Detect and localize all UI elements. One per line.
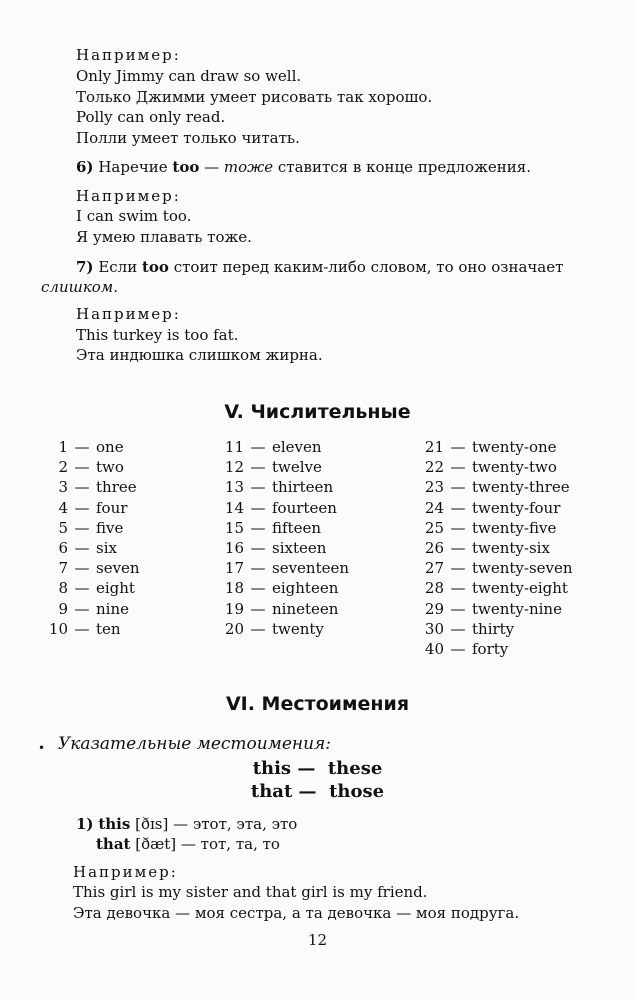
numeral-dash: — [450, 559, 466, 578]
numeral-row [210, 457, 349, 477]
item-number: 1) [76, 815, 94, 833]
bullet-icon: • [38, 741, 46, 755]
numeral-dash: — [74, 478, 90, 497]
rule-translation: тоже [223, 158, 274, 176]
numeral-digit: 29 [424, 599, 444, 618]
numeral-word: twenty-one [472, 438, 557, 456]
pronoun-definition: [ðæt] — тот, та, то [135, 835, 280, 853]
numeral-word: three [96, 478, 137, 497]
example-russian: Только Джимми умеет рисовать так хорошо. [76, 88, 433, 106]
numeral-digit: 18 [224, 579, 244, 598]
numeral-word: twenty-nine [472, 599, 562, 618]
numeral-row [40, 558, 140, 578]
numeral-dash: — [74, 458, 90, 477]
numeral-row [40, 477, 140, 497]
rule-text: стоит перед каким-либо словом, то оно означает [173, 258, 564, 276]
numeral-digit: 26 [424, 538, 444, 557]
numeral-dash: — [450, 478, 466, 497]
numeral-row [410, 639, 573, 659]
numerals-column-1 [40, 437, 140, 639]
numeral-dash: — [74, 579, 90, 598]
numeral-row [40, 538, 140, 558]
numeral-row [40, 498, 140, 518]
example-english: This turkey is too fat. [76, 326, 239, 344]
numeral-dash: — [450, 619, 466, 638]
numeral-dash: — [74, 518, 90, 537]
numeral-digit: 27 [424, 559, 444, 578]
numeral-digit: 9 [58, 599, 68, 618]
numeral-word: one [96, 438, 124, 456]
numeral-row [210, 477, 349, 497]
numeral-row [40, 599, 140, 619]
example-label: Например: [73, 863, 178, 881]
numeral-digit: 30 [424, 619, 444, 638]
numeral-row [410, 498, 573, 518]
numeral-row [410, 518, 573, 538]
rule-text: — [204, 158, 220, 176]
rule-text: . [113, 278, 119, 296]
numeral-dash: — [250, 438, 266, 456]
numeral-word: twenty-six [472, 538, 550, 557]
pronoun-pair-this-these: this — these [252, 758, 383, 779]
numeral-word: ten [96, 619, 121, 638]
numeral-dash: — [450, 438, 466, 456]
rule-translation: слишком [41, 278, 114, 296]
example-english: I can swim too. [76, 207, 192, 225]
section-title-numerals: V. Числительные [224, 401, 411, 423]
pronoun-word: that [96, 835, 131, 853]
numeral-row [210, 558, 349, 578]
numeral-word: eight [96, 579, 135, 598]
numeral-row [210, 437, 349, 457]
numeral-digit: 8 [58, 579, 68, 598]
numeral-word: fifteen [272, 518, 321, 537]
numeral-digit: 15 [224, 518, 244, 537]
numeral-digit: 14 [224, 498, 244, 517]
numeral-row [410, 599, 573, 619]
numeral-digit: 20 [224, 619, 244, 638]
pronoun-item-that [96, 834, 280, 854]
numeral-digit: 12 [224, 458, 244, 477]
numeral-row [210, 578, 349, 598]
numeral-word: twenty-eight [472, 579, 568, 598]
numeral-word: seven [96, 559, 140, 578]
numeral-word: sixteen [272, 538, 327, 557]
pronoun-pair-that-those: that — those [250, 781, 385, 802]
numeral-word: twenty-three [472, 478, 570, 497]
numeral-digit: 17 [224, 559, 244, 578]
numeral-digit: 6 [58, 538, 68, 557]
numeral-word: fourteen [272, 498, 337, 517]
numeral-word: twenty [272, 619, 324, 638]
example-russian: Эта девочка — моя сестра, а та девочка — моя подруга. [73, 904, 520, 922]
rule-7-continued [41, 277, 118, 297]
numeral-dash: — [250, 599, 266, 618]
numeral-row [210, 599, 349, 619]
page-number: 12 [307, 931, 328, 949]
numeral-word: eighteen [272, 579, 339, 598]
numeral-dash: — [74, 438, 90, 456]
numeral-dash: — [450, 498, 466, 517]
numeral-digit: 22 [424, 458, 444, 477]
numeral-row [40, 578, 140, 598]
example-russian: Полли умеет только читать. [76, 129, 300, 147]
example-label: Например: [76, 187, 181, 205]
numeral-dash: — [250, 498, 266, 517]
numerals-column-2 [210, 437, 349, 639]
numeral-digit: 21 [424, 438, 444, 456]
numeral-word: twenty-five [472, 518, 557, 537]
numeral-dash: — [450, 579, 466, 598]
numeral-dash: — [450, 538, 466, 557]
numeral-word: twelve [272, 458, 322, 477]
numeral-row [410, 538, 573, 558]
rule-6 [76, 157, 531, 177]
numeral-word: six [96, 538, 117, 557]
numeral-row [210, 498, 349, 518]
rule-number: 7) [76, 258, 94, 276]
numeral-dash: — [450, 639, 466, 658]
numeral-word: twenty-four [472, 498, 561, 517]
numeral-word: five [96, 518, 124, 537]
numeral-dash: — [250, 478, 266, 497]
numeral-row [410, 457, 573, 477]
numeral-word: thirty [472, 619, 515, 638]
numeral-dash: — [74, 559, 90, 578]
numeral-row [410, 578, 573, 598]
numeral-dash: — [450, 599, 466, 618]
numeral-digit: 1 [58, 438, 68, 456]
pronoun-definition: [ðɪs] — этот, эта, это [135, 815, 298, 833]
pronoun-item-this [76, 814, 297, 834]
numeral-row [410, 619, 573, 639]
example-label: Например: [76, 305, 181, 323]
numeral-word: twenty-two [472, 458, 557, 477]
numeral-word: nine [96, 599, 129, 618]
numeral-digit: 3 [58, 478, 68, 497]
numeral-word: forty [472, 639, 509, 658]
rule-keyword: too [172, 158, 200, 176]
numeral-dash: — [450, 458, 466, 477]
numeral-digit: 25 [424, 518, 444, 537]
numeral-row [410, 437, 573, 457]
numeral-digit: 28 [424, 579, 444, 598]
numeral-row [210, 619, 349, 639]
numeral-row [210, 538, 349, 558]
numeral-word: four [96, 498, 128, 517]
numeral-digit: 11 [224, 438, 244, 456]
numeral-digit: 40 [424, 639, 444, 658]
numeral-dash: — [250, 579, 266, 598]
subsection-title: Указательные местоимения: [58, 734, 332, 754]
section-title-pronouns: VI. Местоимения [225, 693, 410, 715]
rule-keyword: too [142, 258, 169, 276]
numerals-column-3 [410, 437, 573, 659]
rule-number: 6) [76, 158, 94, 176]
numeral-digit: 10 [48, 619, 68, 638]
numeral-word: two [96, 458, 124, 477]
example-russian: Эта индюшка слишком жирна. [76, 346, 323, 364]
numeral-dash: — [74, 498, 90, 517]
numeral-row [210, 518, 349, 538]
example-label: Например: [76, 46, 181, 64]
rule-text: Наречие [98, 158, 168, 176]
numeral-digit: 24 [424, 498, 444, 517]
numeral-dash: — [250, 619, 266, 638]
numeral-digit: 4 [58, 498, 68, 517]
numeral-digit: 16 [224, 538, 244, 557]
example-russian: Я умею плавать тоже. [76, 228, 252, 246]
numeral-digit: 23 [424, 478, 444, 497]
numeral-dash: — [74, 538, 90, 557]
example-english: This girl is my sister and that girl is my friend. [73, 883, 428, 901]
numeral-dash: — [74, 599, 90, 618]
rule-text: ставится в конце предложения. [277, 158, 531, 176]
rule-7 [76, 257, 563, 277]
numeral-word: twenty-seven [472, 559, 573, 578]
pronoun-word: this [98, 815, 131, 833]
numeral-dash: — [250, 518, 266, 537]
numeral-row [410, 477, 573, 497]
numeral-word: eleven [272, 438, 322, 456]
numeral-dash: — [250, 538, 266, 557]
example-english: Polly can only read. [76, 108, 226, 126]
numeral-row [40, 518, 140, 538]
numeral-word: thirteen [272, 478, 334, 497]
numeral-word: nineteen [272, 599, 339, 618]
numeral-digit: 7 [58, 559, 68, 578]
numeral-digit: 2 [58, 458, 68, 477]
numeral-row [40, 437, 140, 457]
numeral-dash: — [250, 458, 266, 477]
numeral-row [40, 619, 140, 639]
numeral-digit: 19 [224, 599, 244, 618]
numeral-dash: — [250, 559, 266, 578]
numeral-word: seventeen [272, 559, 350, 578]
numeral-row [410, 558, 573, 578]
numeral-dash: — [74, 619, 90, 638]
numeral-digit: 5 [58, 518, 68, 537]
numeral-row [40, 457, 140, 477]
example-english: Only Jimmy can draw so well. [76, 67, 302, 85]
numeral-dash: — [450, 518, 466, 537]
numeral-digit: 13 [224, 478, 244, 497]
rule-text: Если [98, 258, 138, 276]
